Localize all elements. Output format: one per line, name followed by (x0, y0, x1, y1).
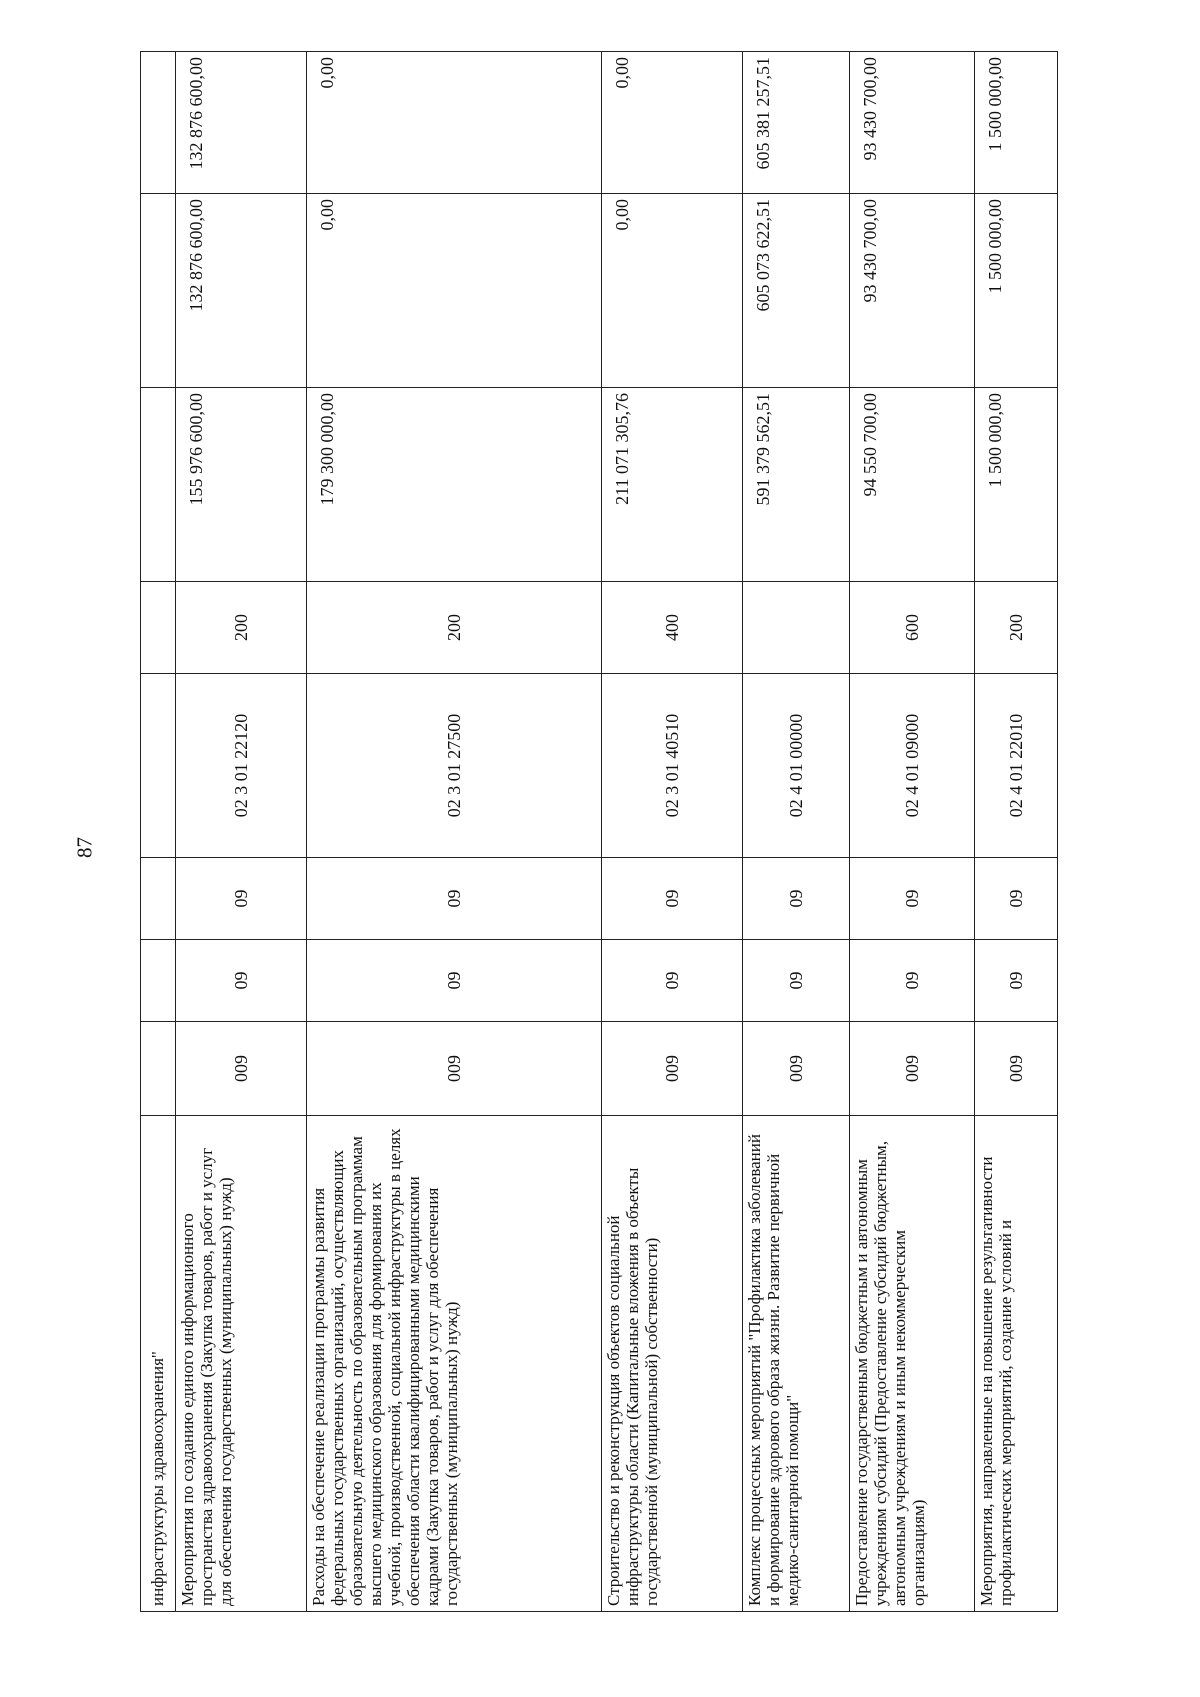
cell-name: Расходы на обеспечение реализации программы развития федеральных государственных организаций, осуществляющих образовательную деятельность по образовательным программам высшего медицинского образования для формирования их учебной, производственной, социальной инфраструктуры в целях обеспечения области квалифицированными медицинскими кадрами (Закупка товаров, работ и услуг для обеспечения государственных (муниципальных) нужд) (307, 1116, 602, 1612)
page-number: 87 (72, 837, 97, 858)
cell-target: 02 3 01 40510 (602, 674, 743, 858)
cell-target (141, 674, 176, 858)
cell-name: Мероприятия, направленные на повышение результативности профилактических мероприятий, создание условий и (975, 1116, 1058, 1612)
cell-sum-3: 132 876 600,00 (176, 52, 307, 194)
cell-sum-2: 605 073 622,51 (743, 194, 850, 388)
cell-target: 02 3 01 22120 (176, 674, 307, 858)
cell-sum-3 (141, 52, 176, 194)
table-row (975, 52, 1058, 1612)
cell-sum-1: 155 976 600,00 (176, 388, 307, 582)
table-row (307, 52, 602, 1612)
cell-name: Строительство и реконструкция объектов социальной инфраструктуры области (Капитальные вложения в объекты государственной (муниципальной) собственности) (602, 1116, 743, 1612)
cell-admin (141, 1022, 176, 1116)
cell-section: 09 (602, 940, 743, 1022)
cell-section: 09 (975, 940, 1058, 1022)
cell-sum-3: 1 500 000,00 (975, 52, 1058, 194)
cell-sum-2: 93 430 700,00 (850, 194, 975, 388)
cell-subsection: 09 (743, 858, 850, 940)
cell-kind: 400 (602, 582, 743, 674)
cell-sum-3: 605 381 257,51 (743, 52, 850, 194)
cell-subsection (141, 858, 176, 940)
cell-target: 02 3 01 27500 (307, 674, 602, 858)
cell-sum-1 (141, 388, 176, 582)
cell-kind (141, 582, 176, 674)
cell-section (141, 940, 176, 1022)
cell-name: Мероприятия по созданию единого информационного пространства здравоохранения (Закупка товаров, работ и услуг для обеспечения государственных (муниципальных) нужд) (176, 1116, 307, 1612)
cell-sum-1: 591 379 562,51 (743, 388, 850, 582)
cell-sum-3: 0,00 (602, 52, 743, 194)
cell-subsection: 09 (176, 858, 307, 940)
cell-kind: 200 (176, 582, 307, 674)
cell-sum-2: 0,00 (307, 194, 602, 388)
cell-subsection: 09 (975, 858, 1058, 940)
cell-admin: 009 (850, 1022, 975, 1116)
cell-admin: 009 (602, 1022, 743, 1116)
cell-kind: 600 (850, 582, 975, 674)
budget-table (140, 51, 1058, 1612)
cell-section: 09 (850, 940, 975, 1022)
table-row (602, 52, 743, 1612)
cell-sum-2: 1 500 000,00 (975, 194, 1058, 388)
table-row (176, 52, 307, 1612)
table-row (743, 52, 850, 1612)
cell-sum-2: 0,00 (602, 194, 743, 388)
cell-sum-2 (141, 194, 176, 388)
cell-sum-2: 132 876 600,00 (176, 194, 307, 388)
cell-sum-1: 1 500 000,00 (975, 388, 1058, 582)
cell-admin: 009 (743, 1022, 850, 1116)
cell-section: 09 (307, 940, 602, 1022)
cell-sum-3: 93 430 700,00 (850, 52, 975, 194)
cell-subsection: 09 (307, 858, 602, 940)
cell-name: инфраструктуры здравоохранения" (141, 1116, 176, 1612)
cell-admin: 009 (975, 1022, 1058, 1116)
table-row (850, 52, 975, 1612)
cell-name: Предоставление государственным бюджетным и автономным учреждениям субсидий (Предоставление субсидий бюджетным, автономным учреждениям и иным некоммерческим организациям) (850, 1116, 975, 1612)
cell-target: 02 4 01 09000 (850, 674, 975, 858)
cell-kind (743, 582, 850, 674)
budget-table-rotated (140, 52, 1095, 1612)
cell-sum-1: 94 550 700,00 (850, 388, 975, 582)
cell-subsection: 09 (602, 858, 743, 940)
cell-kind: 200 (975, 582, 1058, 674)
table-row (141, 52, 176, 1612)
cell-kind: 200 (307, 582, 602, 674)
cell-sum-1: 211 071 305,76 (602, 388, 743, 582)
cell-sum-3: 0,00 (307, 52, 602, 194)
cell-subsection: 09 (850, 858, 975, 940)
cell-section: 09 (743, 940, 850, 1022)
cell-target: 02 4 01 00000 (743, 674, 850, 858)
cell-sum-1: 179 300 000,00 (307, 388, 602, 582)
cell-name: Комплекс процессных мероприятий "Профилактика заболеваний и формирование здорового образа жизни. Развитие первичной медико-санитарной помощи" (743, 1116, 850, 1612)
cell-section: 09 (176, 940, 307, 1022)
cell-admin: 009 (307, 1022, 602, 1116)
cell-admin: 009 (176, 1022, 307, 1116)
cell-target: 02 4 01 22010 (975, 674, 1058, 858)
